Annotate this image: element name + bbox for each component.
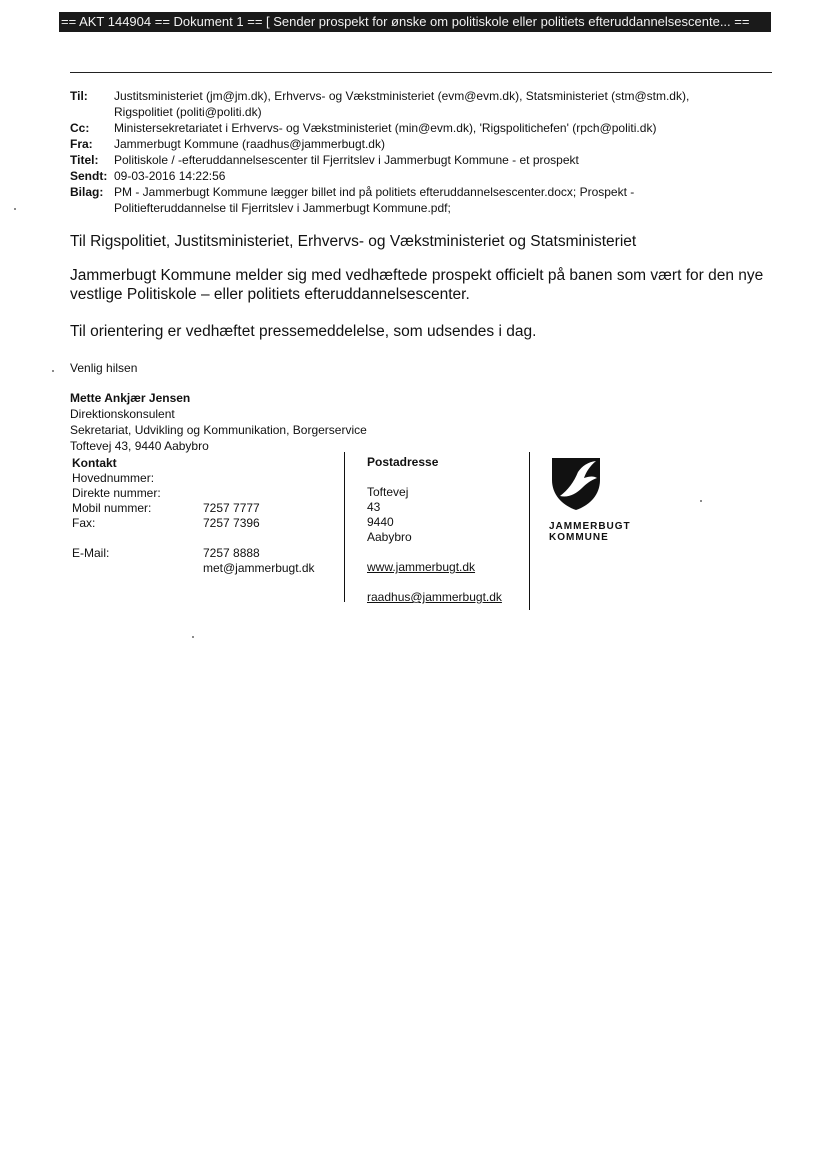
postal-city: Aabybro — [367, 530, 412, 544]
to-recipients-line2: Rigspolitiet (politi@politi.dk) — [114, 105, 262, 119]
contact-block — [72, 456, 342, 576]
attachments-line1: PM - Jammerbugt Kommune lægger billet ind på politiets efteruddannelsescenter.docx; Prospekt - — [114, 185, 635, 199]
municipality-logo — [548, 456, 658, 543]
column-divider-right — [529, 452, 530, 610]
mobile-number-value: 7257 7777 — [203, 501, 260, 515]
main-paragraph-line1: Jammerbugt Kommune melder sig med vedhæftede prospekt officielt på banen som vært for den nye — [70, 267, 764, 284]
main-paragraph-line2: vestlige Politiskole – eller politiets efteruddannelsescenter. — [70, 286, 470, 303]
website-link[interactable]: www.jammerbugt.dk — [367, 560, 476, 574]
to-label: Til: — [70, 89, 88, 103]
to-row — [70, 88, 770, 120]
postal-number: 43 — [367, 500, 381, 514]
logo-text — [549, 521, 658, 543]
signature-role: Direktionskonsulent — [70, 407, 175, 421]
signature-name: Mette Ankjær Jensen — [70, 391, 191, 405]
email-subject: Politiskole / -efteruddannelsescenter til Fjerritslev i Jammerbugt Kommune - et prospekt — [114, 153, 579, 167]
scan-speck — [14, 208, 16, 210]
cc-label: Cc: — [70, 121, 90, 135]
postal-zip: 9440 — [367, 515, 394, 529]
scan-speck — [192, 636, 194, 638]
greeting-paragraph: Til Rigspolitiet, Justitsministeriet, Erhvervs- og Vækstministeriet og Statsministeriet — [70, 233, 637, 250]
postal-street: Toftevej — [367, 485, 409, 499]
title-label: Titel: — [70, 153, 99, 167]
attachments-label: Bilag: — [70, 185, 104, 199]
sent-row — [70, 168, 770, 184]
main-paragraph — [70, 266, 770, 304]
closing-text: Venlig hilsen — [70, 361, 138, 375]
header-divider — [70, 72, 772, 73]
column-divider-left — [344, 452, 345, 602]
from-sender: Jammerbugt Kommune (raadhus@jammerbugt.dk) — [114, 137, 385, 151]
from-row — [70, 136, 770, 152]
logo-line2: KOMMUNE — [549, 532, 609, 543]
logo-line1: JAMMERBUGT — [549, 521, 631, 532]
to-recipients-line1: Justitsministeriet (jm@jm.dk), Erhvervs- og Vækstministeriet (evm@evm.dk), Statsministeriet (stm@stm.dk), — [114, 89, 690, 103]
postal-title: Postadresse — [367, 455, 439, 469]
sent-label: Sendt: — [70, 169, 108, 183]
direct-number-label: Direkte nummer: — [72, 486, 161, 500]
email-header — [70, 88, 770, 216]
cc-recipients: Ministersekretariatet i Erhvervs- og Vækstministeriet (min@evm.dk), 'Rigspolitichefen' (rpch@politi.dk) — [114, 121, 657, 135]
orientation-paragraph: Til orientering er vedhæftet pressemeddelelse, som udsendes i dag. — [70, 323, 537, 340]
email-value: met@jammerbugt.dk — [203, 561, 315, 575]
document-banner: == AKT 144904 == Dokument 1 == [ Sender prospekt for ønske om politiskole eller politiets efteruddannelsescente... == — [59, 12, 771, 32]
signature-department: Sekretariat, Udvikling og Kommunikation, Borgerservice — [70, 423, 367, 437]
fax-label: Fax: — [72, 516, 96, 530]
sent-timestamp: 09-03-2016 14:22:56 — [114, 169, 226, 183]
attachments-row — [70, 184, 770, 216]
phone-value: 7257 8888 — [203, 546, 260, 560]
postal-block — [367, 455, 502, 605]
from-label: Fra: — [70, 137, 93, 151]
main-number-label: Hovednummer: — [72, 471, 155, 485]
contact-title: Kontakt — [72, 456, 117, 470]
fax-value: 7257 7396 — [203, 516, 260, 530]
coat-of-arms-icon — [550, 456, 602, 512]
town-hall-email-link[interactable]: raadhus@jammerbugt.dk — [367, 590, 502, 604]
cc-row — [70, 120, 770, 136]
title-row — [70, 152, 770, 168]
scan-speck — [700, 500, 702, 502]
scan-speck — [52, 370, 54, 372]
signature-address: Toftevej 43, 9440 Aabybro — [70, 439, 209, 453]
attachments-line2: Politiefteruddannelse til Fjerritslev i Jammerbugt Kommune.pdf; — [114, 201, 451, 215]
signature-block — [70, 390, 367, 454]
email-label: E-Mail: — [72, 546, 110, 560]
mobile-number-label: Mobil nummer: — [72, 501, 152, 515]
